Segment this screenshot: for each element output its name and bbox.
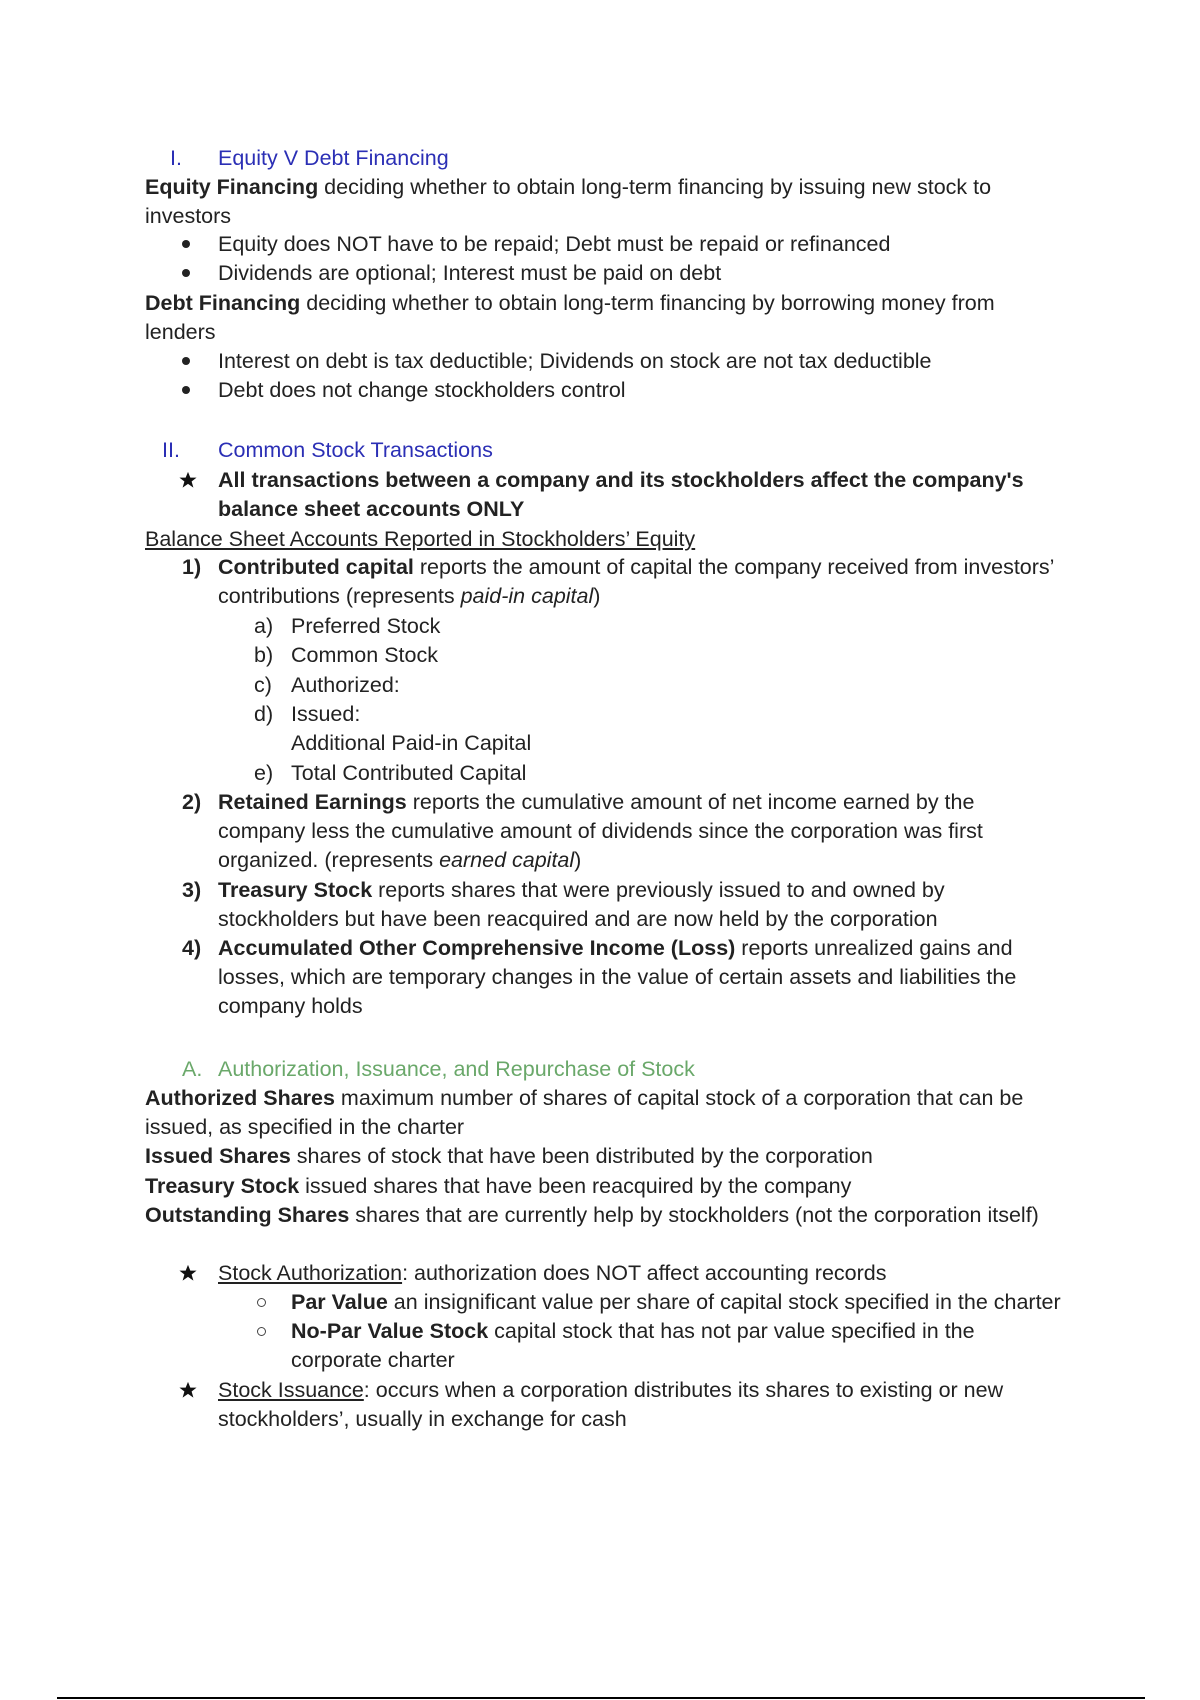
definition-text: shares of stock that have been distributed by the corporation [290, 1144, 873, 1168]
sub-item: Issued: [291, 702, 361, 726]
section-2-numeral: II. [162, 438, 180, 462]
retained-earnings-item [218, 788, 974, 816]
sub-letter: e) [254, 761, 274, 785]
stock-authorization-item [218, 1259, 886, 1287]
italic-text: paid-in capital [460, 584, 594, 608]
term: Authorized Shares [145, 1086, 335, 1110]
authorized-shares-definition-cont: issued, as specified in the charter [145, 1115, 465, 1139]
italic-text: earned capital [439, 848, 575, 872]
treasury-stock-item [218, 876, 945, 904]
outstanding-shares-definition [145, 1201, 1039, 1229]
sub-letter: d) [254, 702, 274, 726]
section-2-heading: Common Stock Transactions [218, 438, 493, 462]
bullet-dot-icon [182, 269, 190, 277]
stock-issuance-item [218, 1376, 1003, 1404]
text: : authorization does NOT affect accounting records [402, 1261, 887, 1285]
no-par-value-item-cont: corporate charter [291, 1348, 455, 1372]
authorized-shares-definition [145, 1084, 1023, 1112]
term: Contributed capital [218, 555, 414, 579]
term: No-Par Value Stock [291, 1319, 489, 1343]
text: contributions (represents [218, 584, 461, 608]
definition-text: deciding whether to obtain long-term financing by issuing new stock to [318, 175, 992, 199]
debt-financing-definition [145, 289, 995, 317]
list-number: 3) [182, 878, 202, 902]
term: Accumulated Other Comprehensive Income (Loss) [218, 936, 736, 960]
definition-text: maximum number of shares of capital stock of a corporation that can be [334, 1086, 1024, 1110]
term: Issued Shares [145, 1144, 291, 1168]
sub-letter: c) [254, 673, 272, 697]
text: ) [574, 848, 582, 872]
equity-financing-definition [145, 173, 991, 201]
text: ) [593, 584, 601, 608]
label: Stock Issuance [218, 1378, 364, 1402]
bullet-dot-icon [182, 240, 190, 248]
hollow-circle-icon [257, 1298, 266, 1307]
label: Stock Authorization [218, 1261, 403, 1285]
star-icon [179, 471, 197, 489]
treasury-stock-definition [145, 1172, 851, 1200]
list-number: 1) [182, 555, 202, 579]
no-par-value-item [291, 1317, 975, 1345]
sub-letter: a) [254, 614, 274, 638]
hollow-circle-icon [257, 1327, 266, 1336]
text: : occurs when a corporation distributes its shares to existing or new [363, 1378, 1004, 1402]
contributed-capital-item [218, 553, 1054, 581]
treasury-stock-item-cont: stockholders but have been reacquired and are now held by the corporation [218, 907, 938, 931]
term: Treasury Stock [218, 878, 373, 902]
sub-item: Total Contributed Capital [291, 761, 527, 785]
sub-item: Preferred Stock [291, 614, 441, 638]
section-1-heading: Equity V Debt Financing [218, 146, 449, 170]
par-value-item [291, 1288, 1061, 1316]
text: organized. (represents [218, 848, 440, 872]
section-a-heading: Authorization, Issuance, and Repurchase of Stock [218, 1057, 695, 1081]
aoci-item-cont: company holds [218, 994, 363, 1018]
term: Equity Financing [145, 175, 319, 199]
term: Debt Financing [145, 291, 301, 315]
star-icon [179, 1381, 197, 1399]
term: Retained Earnings [218, 790, 407, 814]
definition-text: capital stock that has not par value specified in the [488, 1319, 975, 1343]
list-item: Interest on debt is tax deductible; Dividends on stock are not tax deductible [218, 349, 932, 373]
definition-text: deciding whether to obtain long-term financing by borrowing money from [300, 291, 995, 315]
retained-earnings-item-cont [218, 846, 581, 874]
list-item: Debt does not change stockholders control [218, 378, 626, 402]
sub-item: Authorized: [291, 673, 400, 697]
definition-text: reports the amount of capital the company received from investors’ [413, 555, 1055, 579]
list-item: Equity does NOT have to be repaid; Debt must be repaid or refinanced [218, 232, 891, 256]
retained-earnings-item-cont: company less the cumulative amount of dividends since the corporation was first [218, 819, 983, 843]
bullet-dot-icon [182, 357, 190, 365]
contributed-capital-item-cont [218, 582, 600, 610]
term: Par Value [291, 1290, 388, 1314]
key-statement: All transactions between a company and its stockholders affect the company's [218, 468, 1024, 492]
section-1-numeral: I. [170, 146, 182, 170]
aoci-item-cont: losses, which are temporary changes in the value of certain assets and liabilities the [218, 965, 1017, 989]
sub-letter: b) [254, 643, 274, 667]
bullet-dot-icon [182, 386, 190, 394]
sub-item-extra: Additional Paid-in Capital [291, 731, 532, 755]
star-icon [179, 1264, 197, 1282]
key-statement-cont: balance sheet accounts ONLY [218, 497, 525, 521]
subheading: Balance Sheet Accounts Reported in Stockholders’ Equity [145, 527, 696, 551]
definition-text: reports shares that were previously issued to and owned by [372, 878, 945, 902]
debt-financing-definition-cont: lenders [145, 320, 216, 344]
aoci-item [218, 934, 1013, 962]
term: Treasury Stock [145, 1174, 300, 1198]
list-number: 4) [182, 936, 202, 960]
sub-item: Common Stock [291, 643, 438, 667]
list-item: Dividends are optional; Interest must be paid on debt [218, 261, 722, 285]
definition-text: an insignificant value per share of capital stock specified in the charter [387, 1290, 1061, 1314]
definition-text: reports the cumulative amount of net income earned by the [406, 790, 975, 814]
definition-text: issued shares that have been reacquired by the company [299, 1174, 852, 1198]
definition-text: shares that are currently help by stockholders (not the corporation itself) [349, 1203, 1039, 1227]
list-number: 2) [182, 790, 202, 814]
equity-financing-definition-cont: investors [145, 204, 232, 228]
bottom-rule [57, 1697, 1145, 1699]
section-a-letter: A. [182, 1057, 203, 1081]
definition-text: reports unrealized gains and [735, 936, 1013, 960]
issued-shares-definition [145, 1142, 873, 1170]
term: Outstanding Shares [145, 1203, 350, 1227]
stock-issuance-item-cont: stockholders’, usually in exchange for cash [218, 1407, 627, 1431]
